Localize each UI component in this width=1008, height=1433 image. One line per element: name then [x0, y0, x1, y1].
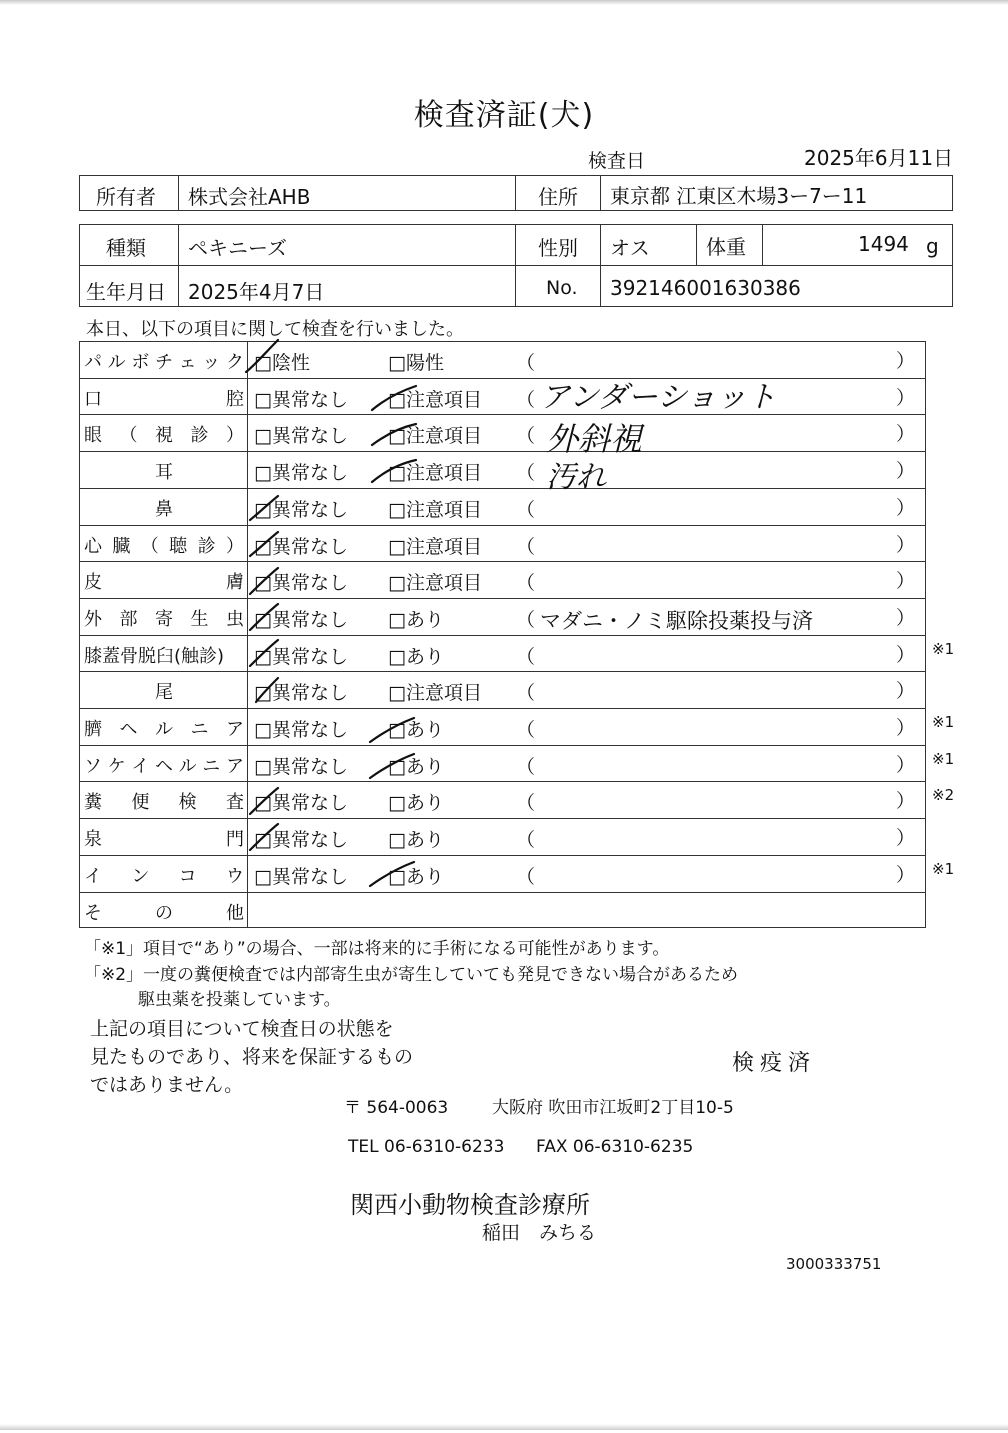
option-normal[interactable]: □異常なし [254, 682, 348, 705]
clinic-address: 大阪府 吹田市江坂町2丁目10-5 [492, 1098, 734, 1118]
option-normal[interactable]: □異常なし [254, 388, 348, 411]
row-label: 心 臓 （ 聴 診 ） [84, 535, 244, 557]
check-mark-fontanelle-normal [250, 824, 278, 850]
address-value: 東京都 江東区木場3ー7ー11 [610, 184, 868, 208]
option-abnormal[interactable]: □注意項目 [388, 462, 482, 485]
option-abnormal[interactable]: □あり [388, 829, 444, 852]
weight-label: 体重 [706, 235, 746, 259]
row-note: マダニ・ノミ駆除投薬投与済 [540, 608, 813, 633]
row-label: 外 部 寄 生 虫 [84, 608, 244, 630]
breed-label: 種類 [106, 236, 146, 260]
check-mark-parasite-normal [250, 604, 278, 630]
paren-open: （ [516, 352, 536, 374]
paren-close: ） [896, 570, 916, 593]
exam-date-value: 2025年6月11日 [804, 146, 954, 170]
owner-label: 所有者 [96, 185, 156, 209]
option-abnormal[interactable]: □あり [388, 645, 444, 668]
paren-open: （ [516, 608, 536, 631]
row-label: 泉 門 [84, 829, 244, 851]
option-normal[interactable]: □異常なし [254, 425, 348, 448]
row-footnote-mark: ※1 [932, 749, 955, 768]
check-mark-fecal-normal [250, 788, 278, 814]
paren-open: （ [516, 425, 536, 448]
row-label: 尾 [155, 682, 173, 704]
paren-close: ） [896, 533, 916, 556]
sex-value: オス [610, 236, 650, 260]
handwritten-note-ear: 汚れ [546, 460, 606, 495]
row-label: 耳 [155, 462, 173, 484]
paren-open: （ [516, 792, 536, 815]
row-label: イ ン コ ウ [84, 865, 244, 887]
paren-close: ） [896, 606, 916, 629]
check-mark-parvo-negative [246, 340, 278, 372]
scan-edge-bottom [0, 1424, 1008, 1430]
option-abnormal[interactable]: □陽性 [388, 352, 444, 374]
paren-open: （ [516, 462, 536, 485]
option-normal[interactable]: □異常なし [254, 755, 348, 778]
paren-close: ） [896, 717, 916, 739]
paren-close: ） [896, 643, 916, 666]
option-normal[interactable]: □異常なし [254, 645, 348, 668]
option-normal[interactable]: □異常なし [254, 535, 348, 558]
row-footnote-mark: ※1 [932, 859, 955, 878]
check-mark-ear-caution [372, 460, 416, 482]
handwritten-note-mouth: アンダーショット [540, 380, 777, 415]
paren-open: （ [516, 535, 536, 558]
paren-open: （ [516, 865, 536, 888]
sex-label: 性別 [538, 236, 578, 260]
row-label: 臍 ヘ ル ニ ア [84, 719, 244, 740]
paren-open: （ [516, 755, 536, 778]
footnote-1: 「※1」項目で“あり”の場合、一部は将来的に手術になる可能性があります。 [84, 939, 670, 959]
option-normal[interactable]: □異常なし [254, 608, 348, 631]
option-normal[interactable]: □異常なし [254, 719, 348, 741]
paren-close: ） [896, 496, 916, 519]
check-mark-tail-normal [256, 678, 278, 702]
paren-close: ） [896, 386, 916, 409]
row-label: 鼻 [155, 498, 173, 520]
check-mark-larynx-present [370, 862, 414, 886]
breed-value: ペキニーズ [188, 236, 287, 260]
paren-open: （ [516, 572, 536, 595]
paren-close: ） [896, 790, 916, 813]
paren-open: （ [516, 682, 536, 705]
paren-close: ） [896, 460, 916, 483]
number-value: 392146001630386 [610, 276, 801, 300]
paren-close: ） [896, 680, 916, 703]
paren-close: ） [896, 863, 916, 886]
row-footnote-mark: ※1 [932, 639, 955, 658]
option-abnormal[interactable]: □注意項目 [388, 682, 482, 705]
paren-open: （ [516, 388, 536, 411]
paren-close: ） [896, 423, 916, 446]
weight-unit: g [926, 234, 939, 258]
exam-date-label: 検査日 [588, 150, 646, 172]
option-abnormal[interactable]: □あり [388, 865, 444, 888]
row-label: 皮 膚 [84, 572, 244, 594]
paren-open: （ [516, 645, 536, 668]
row-label: ソ ケ イ ヘ ル ニ ア [84, 755, 244, 777]
clinic-name: 関西小動物検査診療所 [350, 1191, 590, 1219]
option-abnormal[interactable]: □注意項目 [388, 535, 482, 558]
option-normal[interactable]: □陰性 [254, 352, 310, 374]
option-abnormal[interactable]: □あり [388, 792, 444, 815]
check-mark-patella-normal [250, 640, 278, 666]
inspection-stamp: 検疫済 [732, 1051, 817, 1076]
disclaimer-line-3: ではありません。 [90, 1074, 244, 1096]
option-normal[interactable]: □異常なし [254, 792, 348, 815]
disclaimer [90, 1015, 413, 1099]
row-label: パ ル ボ チ ェ ッ ク [84, 352, 244, 373]
paren-close: ） [896, 350, 916, 372]
paren-open: （ [516, 498, 536, 521]
option-abnormal[interactable]: □あり [388, 755, 444, 778]
disclaimer-line-2: 見たものであり、将来を保証するもの [90, 1046, 414, 1068]
option-normal[interactable]: □異常なし [254, 865, 348, 888]
postal-code: 〒 564-0063 [344, 1098, 449, 1118]
option-abnormal[interactable]: □注意項目 [388, 388, 482, 411]
option-normal[interactable]: □異常なし [254, 498, 348, 521]
footnote-2-line2: 駆虫薬を投薬しています。 [138, 990, 341, 1010]
check-mark-eye-caution [372, 424, 416, 445]
intro-text: 本日、以下の項目に関して検査を行いました。 [86, 319, 464, 340]
check-mark-mouth-caution [372, 386, 416, 410]
disclaimer-line-1: 上記の項目について検査日の状態を [90, 1018, 394, 1040]
option-abnormal[interactable]: □注意項目 [388, 498, 482, 521]
footnote-2-line1: 「※2」一度の糞便検査では内部寄生虫が寄生していても発見できない場合があるため [84, 965, 739, 985]
birth-value: 2025年4月7日 [188, 280, 325, 304]
row-label: 眼 （ 視 診 ） [84, 425, 244, 447]
document-number: 3000333751 [786, 1255, 882, 1273]
option-normal[interactable]: □異常なし [254, 572, 348, 595]
row-label: そ の 他 [84, 902, 244, 924]
check-mark-nose-normal [250, 496, 278, 520]
option-abnormal[interactable]: □注意項目 [388, 425, 482, 448]
handwritten-note-eye: 外斜視 [546, 420, 643, 458]
number-label: No. [546, 277, 578, 299]
check-mark-inguinal-present [370, 754, 414, 778]
paren-close: ） [896, 827, 916, 850]
row-footnote-mark: ※2 [932, 786, 955, 805]
weight-value: 1494 [858, 232, 909, 256]
owner-value: 株式会社AHB [188, 185, 311, 209]
option-abnormal[interactable]: □あり [388, 719, 444, 741]
row-footnote-mark: ※1 [932, 713, 955, 731]
row-label: 糞 便 検 査 [84, 792, 244, 814]
paren-open: （ [516, 719, 536, 741]
row-label: 膝蓋骨脱臼(触診) [84, 645, 225, 667]
address-label: 住所 [538, 185, 578, 209]
check-mark-umbilical-present [370, 718, 414, 742]
option-normal[interactable]: □異常なし [254, 462, 348, 485]
option-abnormal[interactable]: □あり [388, 608, 444, 631]
clinic-fax: FAX 06-6310-6235 [536, 1137, 694, 1157]
check-mark-heart-normal [250, 532, 278, 556]
birth-label: 生年月日 [86, 280, 166, 304]
paren-open: （ [516, 829, 536, 852]
option-normal[interactable]: □異常なし [254, 829, 348, 852]
check-mark-skin-normal [250, 568, 278, 594]
paren-close: ） [896, 753, 916, 776]
vet-name: 稲田 みちる [482, 1222, 597, 1244]
clinic-tel: TEL 06-6310-6233 [348, 1137, 505, 1157]
document-title: 検査済証(犬) [413, 98, 595, 133]
row-label: 口 腔 [84, 388, 244, 410]
option-abnormal[interactable]: □注意項目 [388, 572, 482, 595]
